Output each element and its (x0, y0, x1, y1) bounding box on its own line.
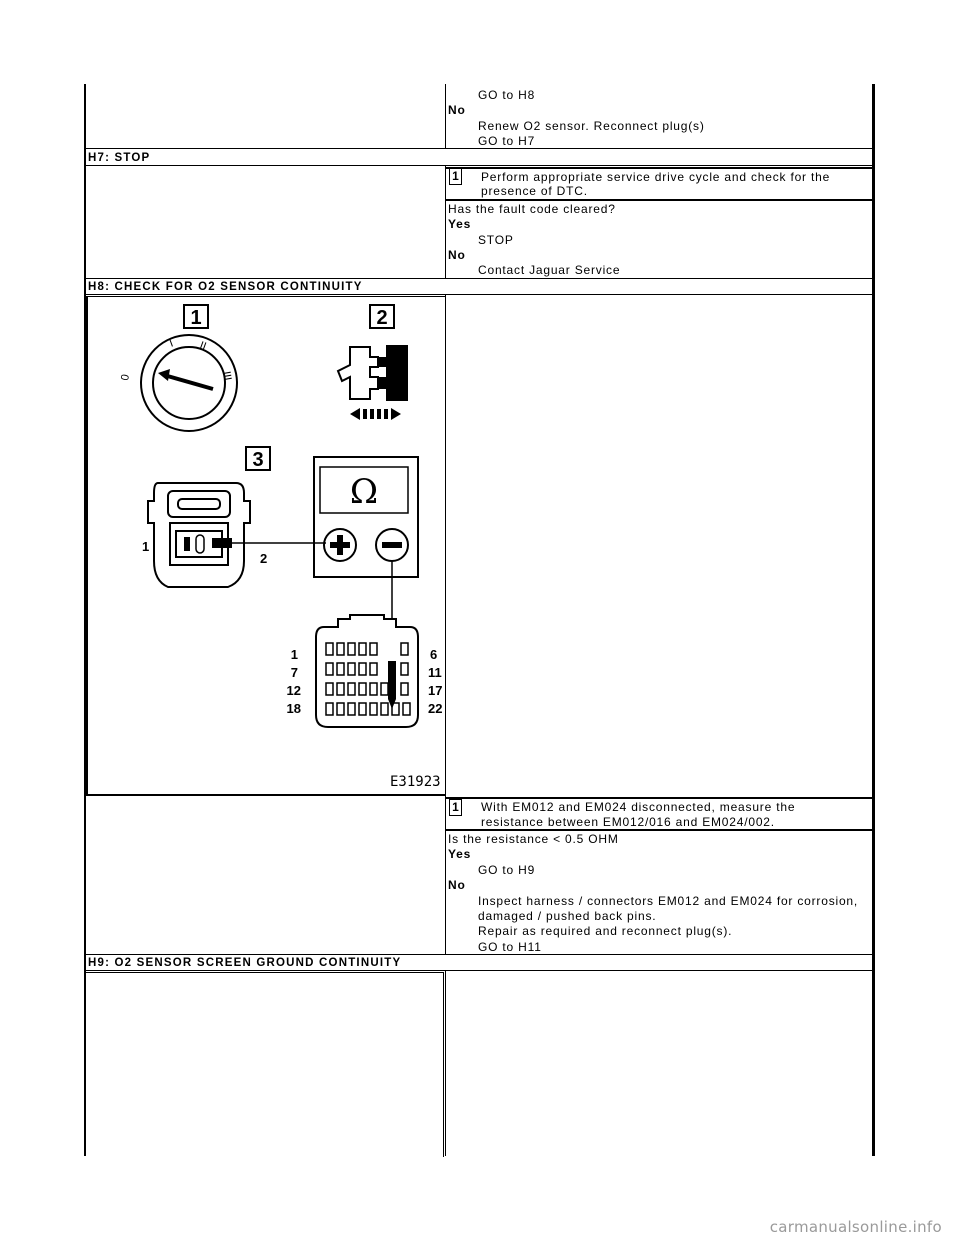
h9-heading-top-line (84, 954, 875, 955)
switch-mark-1: I (167, 337, 175, 350)
figure-bottom-line (84, 795, 446, 796)
h8-heading-top-line (84, 278, 875, 279)
switch-mark-0: 0 (119, 373, 133, 382)
ecm-pin-label-18: 18 (286, 701, 301, 716)
h7-step-text-line1: Perform appropriate service drive cycle and check for the (481, 170, 831, 184)
h8-no-text-line1: Inspect harness / connectors EM012 and EM024 for corrosion, (478, 894, 859, 908)
h9-column-divider (445, 970, 446, 1156)
ecm-connector-icon (316, 615, 418, 727)
no-label: No (448, 103, 466, 117)
o2-sensor-connector-icon (142, 483, 267, 587)
h7-step-bottom-line (445, 199, 875, 201)
h7-step-number: 1 (449, 168, 462, 185)
column-divider-top (445, 84, 446, 148)
h8-step-bottom-line (445, 829, 875, 831)
ecm-pin-label-1: 1 (290, 647, 298, 662)
ohm-symbol: Ω (349, 472, 379, 512)
h8-yes-label: Yes (448, 847, 472, 861)
disconnect-connector-icon (338, 345, 408, 420)
site-watermark: carmanualsonline.info (769, 1218, 942, 1236)
h9-heading-bottom-line (84, 970, 875, 971)
h7-heading-top-line (84, 148, 875, 149)
h8-step-text-line2: resistance between EM012/016 and EM024/002. (481, 815, 775, 829)
h8-column-divider (445, 294, 446, 954)
callout-2-label: 2 (376, 307, 388, 329)
h7-no-action: Contact Jaguar Service (478, 263, 621, 277)
h7-step-text-line2: presence of DTC. (481, 184, 588, 198)
h8-no-text-line3: Repair as required and reconnect plug(s). (478, 924, 733, 938)
ecm-pin-label-7: 7 (290, 665, 298, 680)
h8-question: Is the resistance < 0.5 OHM (448, 832, 619, 846)
switch-mark-2: II (197, 339, 208, 353)
h8-step-number: 1 (449, 799, 462, 816)
callout-1-label: 1 (190, 307, 202, 329)
ignition-switch-icon (119, 335, 237, 431)
h8-heading-bottom-line (84, 294, 875, 295)
ecm-pin-label-12: 12 (286, 683, 301, 698)
h8-no-text-line4: GO to H11 (478, 940, 542, 954)
goto-h7-text: GO to H7 (478, 134, 536, 148)
h8-step-top-line (445, 797, 875, 799)
h9-heading: H9: O2 SENSOR SCREEN GROUND CONTINUITY (88, 957, 402, 969)
h8-yes-action: GO to H9 (478, 863, 536, 877)
goto-h8-text: GO to H8 (478, 88, 536, 102)
renew-sensor-text: Renew O2 sensor. Reconnect plug(s) (478, 119, 705, 133)
h7-column-divider (445, 165, 446, 278)
h9-figure-frame (86, 972, 444, 1157)
h7-question: Has the fault code cleared? (448, 202, 616, 216)
callout-3-label: 3 (252, 449, 264, 471)
switch-mark-3: III (220, 370, 234, 382)
h8-no-text-line2: damaged / pushed back pins. (478, 909, 657, 923)
h8-no-label: No (448, 878, 466, 892)
multimeter-icon (314, 457, 418, 577)
h7-heading-bottom-line (84, 165, 875, 166)
h7-step-top-line (445, 167, 875, 169)
figure-code: E31923 (390, 774, 441, 790)
h7-yes-label: Yes (448, 217, 472, 231)
ecm-pin-label-17: 17 (428, 683, 442, 698)
sensor-pin-1: 1 (142, 539, 150, 554)
sensor-pin-2: 2 (260, 551, 268, 566)
h8-step-text-line1: With EM012 and EM024 disconnected, measure the (481, 800, 796, 814)
h7-no-label: No (448, 248, 466, 262)
h8-heading: H8: CHECK FOR O2 SENSOR CONTINUITY (88, 281, 363, 293)
o2-sensor-continuity-figure (88, 297, 442, 791)
ecm-pin-label-6: 6 (430, 647, 438, 662)
ecm-pin-label-22: 22 (428, 701, 442, 716)
h7-yes-action: STOP (478, 233, 514, 247)
ecm-pin-label-11: 11 (428, 665, 442, 680)
table-right-border (872, 84, 875, 1156)
h7-heading: H7: STOP (88, 152, 151, 164)
